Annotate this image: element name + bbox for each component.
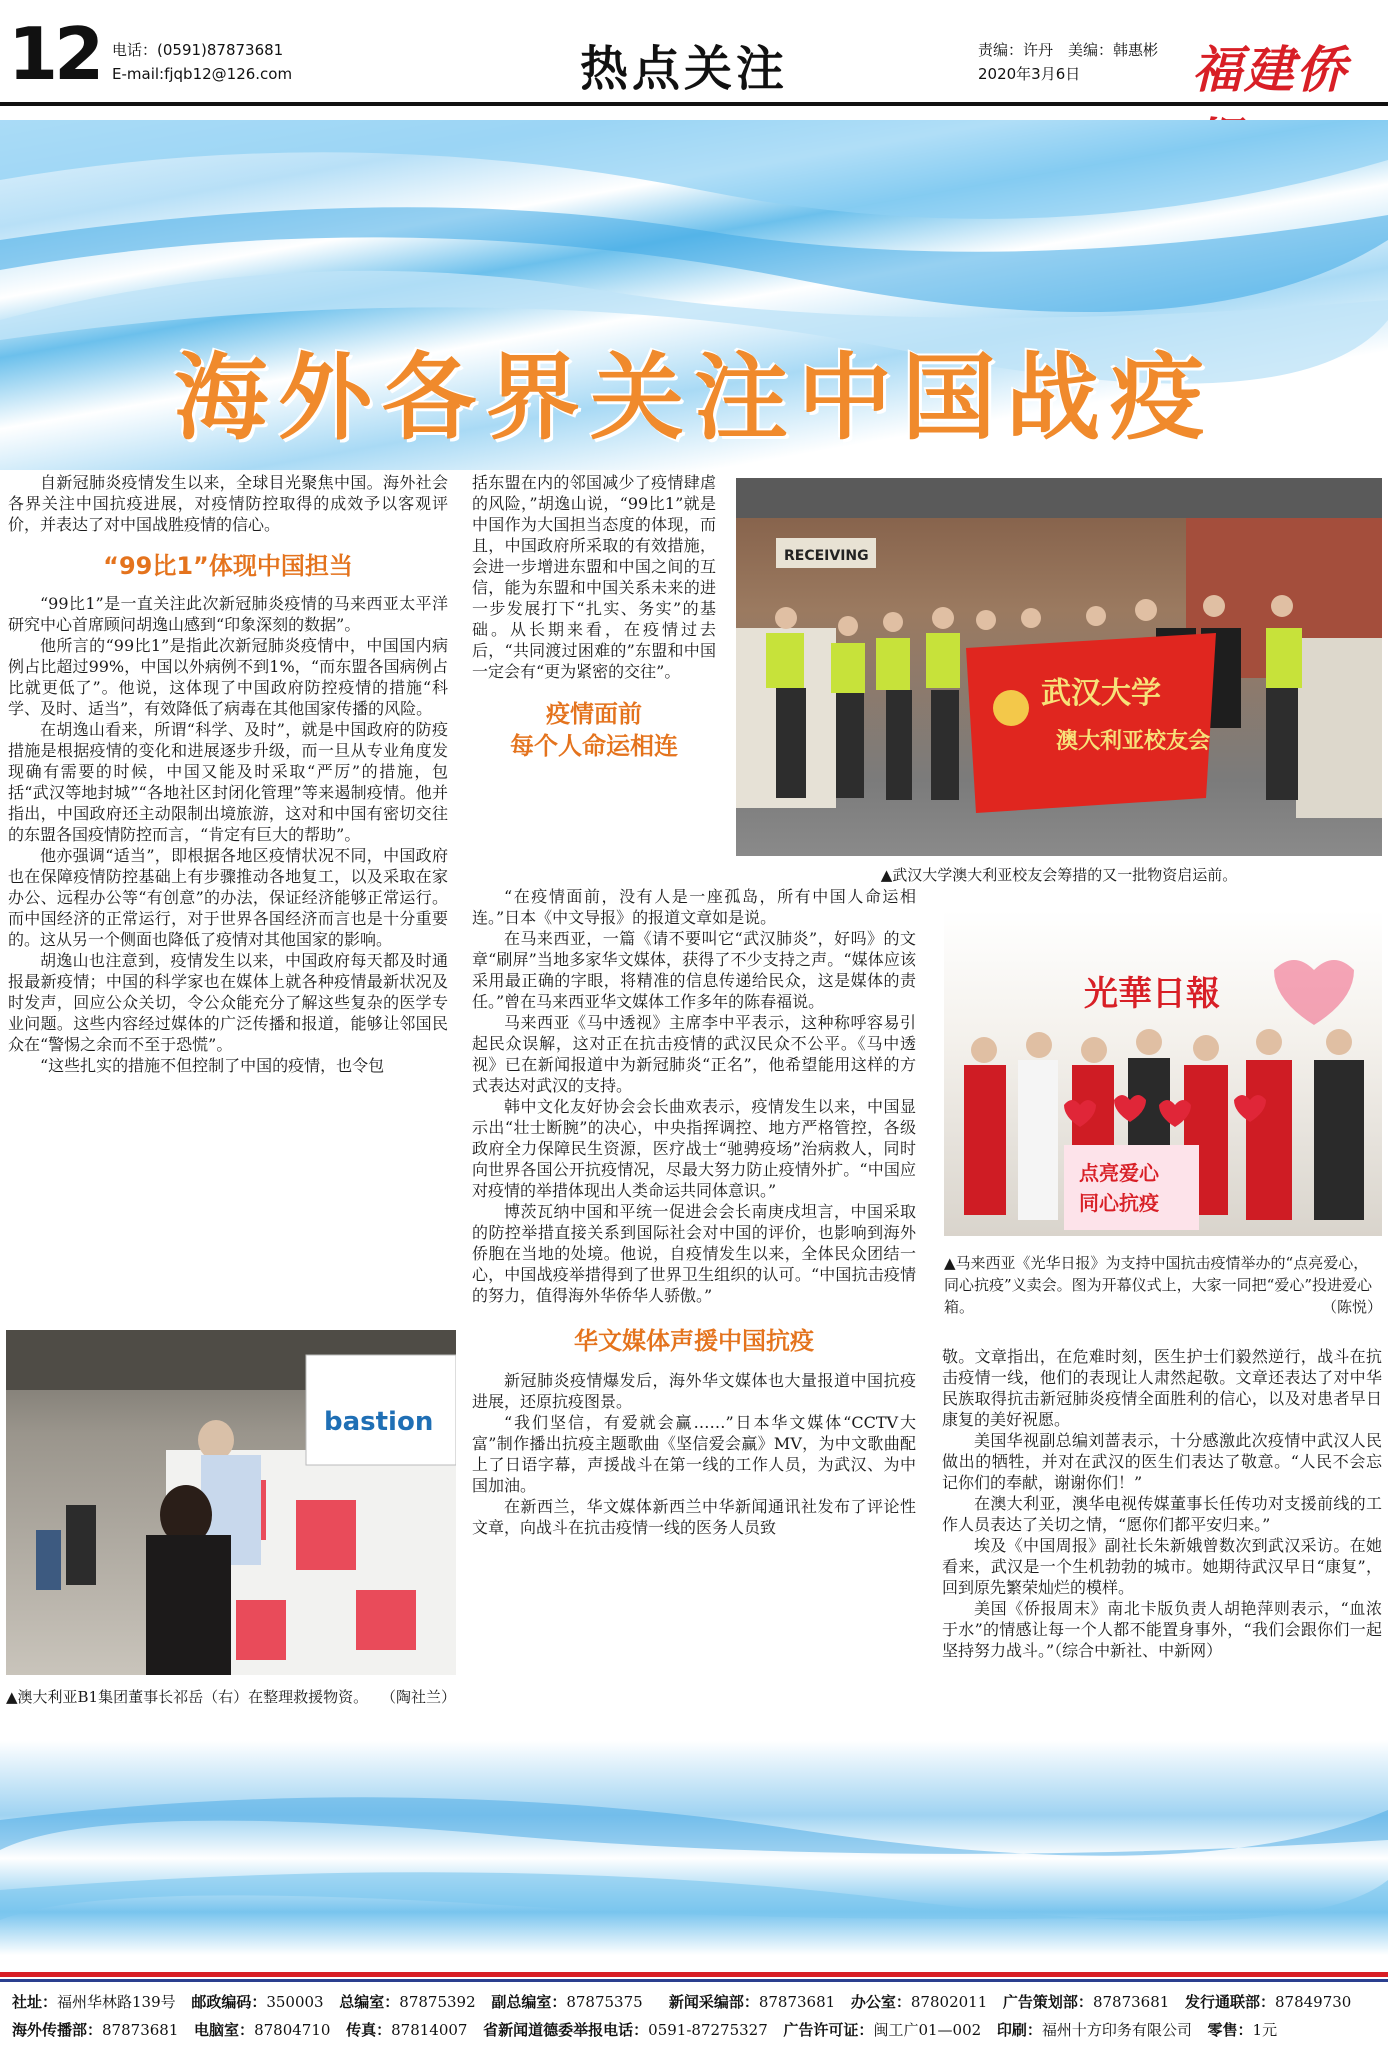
caption-malaysia: [944, 1252, 1382, 1318]
paragraph: 在新西兰，华文媒体新西兰中华新闻通讯社发布了评论性文章，向战斗在抗击疫情一线的医务人员致: [472, 1497, 916, 1537]
photo-wuhan-illustration: [736, 478, 1382, 856]
receiving-sign-text: RECEIVING: [784, 548, 869, 564]
footer-item: 邮政编码：350003: [191, 1993, 324, 2011]
headline: 海外各界关注中国战疫: [173, 343, 1214, 453]
photo-malaysia-charity: [944, 910, 1382, 1236]
caption-australia: [6, 1686, 456, 1708]
cake-text-line2: 同心抗疫: [1079, 1191, 1159, 1215]
banner-text-line1: 武汉大学: [1041, 676, 1161, 711]
paragraph: 胡逸山也注意到，疫情发生以来，中国政府每天都及时通报最新疫情；中国的科学家也在媒体上就各种疫情最新状况及时发声，回应公众关切，令公众能充分了解这些复杂的医学专业问题。这些内容经过媒体的广泛传播和报道，能够让邻国民众在“警惕之余而不至于恐慌”。: [8, 951, 448, 1054]
footer-item: 广告许可证：闽工广01—002: [783, 2021, 982, 2039]
footer-item: 总编室：87875392: [339, 1993, 476, 2011]
paragraph: 博茨瓦纳中国和平统一促进会会长南庚戌坦言，中国采取的防控举措直接关系到国际社会对中国的评价，也影响到海外侨胞在当地的处境。他说，自疫情发生以来，全体民众团结一心，中国战疫举措得到了世界卫生组织的认可。“中国抗击疫情的努力，值得海外华侨华人骄傲。”: [472, 1202, 916, 1305]
paragraph: 埃及《中国周报》副社长朱新娥曾数次到武汉采访。在她看来，武汉是一个生机勃勃的城市。她期待武汉早日“康复”，回到原先繁荣灿烂的模样。: [942, 1536, 1382, 1597]
bottom-wave-decoration: [0, 1740, 1388, 1955]
footer-item: 零售：1元: [1207, 2021, 1278, 2039]
cake-text-line1: 点亮爱心: [1079, 1161, 1159, 1185]
article-column-4: [942, 1346, 1382, 1661]
photo-australia-b1: [6, 1330, 456, 1675]
paragraph: “在疫情面前，没有人是一座孤岛，所有中国人命运相连。”日本《中文导报》的报道文章如是说。: [472, 887, 916, 927]
article-column-1: [8, 472, 448, 1076]
subheading-99-to-1: “99比1”体现中国担当: [103, 552, 353, 580]
header-divider: [0, 102, 1388, 106]
footer-item: 副总编室：87875375: [491, 1993, 643, 2011]
paragraph: 在澳大利亚，澳华电视传媒董事长任传功对支援前线的工作人员表达了关切之情，“愿你们都平安归来。”: [942, 1494, 1382, 1534]
article-column-2: [472, 472, 716, 762]
footer-divider-red: [0, 1972, 1388, 1977]
footer-line-2: [12, 2016, 1382, 2044]
footer-item: 广告策划部：87873681: [1002, 1993, 1170, 2011]
email-text: E-mail:fjqb12@126.com: [112, 65, 293, 83]
subheading-chinese-media: 华文媒体声援中国抗疫: [574, 1327, 814, 1355]
banner-text-line2: 澳大利亚校友会: [1056, 729, 1211, 754]
footer-item: 省新闻道德委举报电话：0591-87275327: [483, 2021, 768, 2039]
paragraph: “这些扎实的措施不但控制了中国的疫情，也令包: [40, 1056, 385, 1075]
paragraph: 马来西亚《马中透视》主席李中平表示，这种称呼容易引起民众误解，这对正在抗击疫情的武汉民众不公平。《马中透视》已在新闻报道中为新冠肺炎“正名”，他希望能用这样的方式表达对武汉的支持。: [472, 1013, 916, 1095]
paragraph: 敬。文章指出，在危难时刻，医生护士们毅然逆行，战斗在抗击疫情一线，他们的表现让人肃然起敬。文章还表达了对中华民族取得抗击新冠肺炎疫情全面胜利的信心，以及对患者早日康复的美好祝愿。: [942, 1347, 1382, 1429]
footer-item: 电脑室：87804710: [194, 2021, 331, 2039]
paragraph: 韩中文化友好协会会长曲欢表示，疫情发生以来，中国显示出“壮士断腕”的决心，中央指挥调控、地方严格管控，各级政府全力保障民生资源，医疗战士“驰骋疫场”治病救人，同时向世界各国公开抗疫情况，尽最大努力防止疫情外扩。“中国应对疫情的举措体现出人类命运共同体意识。”: [472, 1097, 916, 1200]
caption-text: ▲马来西亚《光华日报》为支持中国抗击疫情举办的“点亮爱心，同心抗疫”义卖会。图为开幕仪式上，大家一同把“爱心”投进爱心箱。: [944, 1254, 1373, 1316]
footer-imprint: [12, 1988, 1382, 2044]
sign-text: 光華日報: [1084, 974, 1220, 1014]
page-number: 12: [8, 12, 101, 96]
subheading-fate-line1: 疫情面前: [546, 700, 642, 728]
caption-wuhan: ▲武汉大学澳大利亚校友会筹措的又一批物资启运前。: [880, 866, 1238, 884]
footer-item: 新闻采编部：87873681: [668, 1993, 836, 2011]
footer-item: 传真：87814007: [346, 2021, 468, 2039]
footer-item: 办公室：87802011: [850, 1993, 988, 2011]
photo-credit: （陈悦）: [1321, 1298, 1382, 1316]
paragraph: 美国《侨报周末》南北卡版负责人胡艳萍则表示，“血浓于水”的情感让每一个人都不能置身事外，“我们会跟你们一起坚持努力战斗。”（综合中新社、中新网）: [942, 1599, 1382, 1660]
footer-divider-blue: [0, 1979, 1388, 1982]
paragraph: “99比1”是一直关注此次新冠肺炎疫情的马来西亚太平洋研究中心首席顾问胡逸山感到“印象深刻的数据”。: [8, 594, 448, 634]
contact-info: [112, 38, 292, 86]
paragraph: 新冠肺炎疫情爆发后，海外华文媒体也大量报道中国抗疫进展，还原抗疫图景。: [472, 1371, 916, 1411]
photo-australia-illustration: [6, 1330, 456, 1675]
paragraph: 在马来西亚，一篇《请不要叫它“武汉肺炎”，好吗》的文章“刷屏”当地多家华文媒体，获得了不少支持之声。“媒体应该采用最正确的字眼，将精准的信息传递给民众，这是媒体的责任。”曾在马来西亚华文媒体工作多年的陈春福说。: [472, 929, 916, 1011]
box-brand-text: bastion: [324, 1407, 434, 1437]
paper-logo: 福建侨: [1192, 40, 1348, 99]
intro-paragraph: 自新冠肺炎疫情发生以来，全球目光聚焦中国。海外社会各界关注中国抗疫进展，对疫情防控取得的成效予以客观评价，并表达了对中国战胜疫情的信心。: [8, 473, 448, 534]
section-title: 热点关注: [580, 41, 789, 97]
footer-line-1: [12, 1988, 1382, 2016]
masthead: [0, 0, 1388, 110]
subheading-fate-line2: 每个人命运相连: [510, 732, 678, 760]
paragraph: 在胡逸山看来，所谓“科学、及时”，就是中国政府的防疫措施是根据疫情的变化和进展逐步升级，而一旦从专业角度发现确有需要的时候，中国又能及时采取“严厉”的措施，包括“武汉等地封城”“各地社区封闭化管理”等来遏制疫情。他并指出，中国政府还主动限制出境旅游，这对和中国有密切交往的东盟各国疫情防控而言，“肯定有巨大的帮助”。: [8, 720, 448, 844]
paragraph: 美国华视副总编刘蔷表示，十分感激此次疫情中武汉人民做出的牺牲，并对在武汉的医生们表达了敬意。“人民不会忘记你们的奉献，谢谢你们！”: [942, 1431, 1382, 1492]
editor-info: [978, 38, 1158, 86]
article-column-3: [472, 886, 916, 1538]
footer-item: 印刷：福州十方印务有限公司: [996, 2021, 1192, 2039]
phone-text: 电话：(0591)87873681: [112, 41, 284, 59]
date-text: 2020年3月6日: [978, 65, 1081, 83]
photo-malaysia-illustration: [944, 910, 1382, 1236]
editors-text: 责编：许丹 美编：韩惠彬: [978, 41, 1159, 59]
photo-wuhan-alumni: [736, 478, 1382, 856]
footer-item: 社址：福州华林路139号: [12, 1993, 176, 2011]
photo-credit: （陶社兰）: [380, 1688, 456, 1706]
paragraph: “我们坚信，有爱就会赢……”日本华文媒体“CCTV大富”制作播出抗疫主题歌曲《坚信爱会赢》MV，为中文歌曲配上了日语字幕，声援战斗在第一线的工作人员，为武汉、为中国加油。: [472, 1413, 916, 1495]
footer-item: 发行通联部：87849730: [1184, 1993, 1352, 2011]
caption-text: ▲澳大利亚B1集团董事长祁岳（右）在整理救援物资。: [6, 1688, 369, 1706]
paragraph: 他所言的“99比1”是指此次新冠肺炎疫情中，中国国内病例占比超过99%，中国以外病例不到1%，“而东盟各国病例占比就更低了”。他说，这体现了中国政府防控疫情的措施“科学、及时、适当”，有效降低了病毒在其他国家传播的风险。: [8, 636, 448, 718]
footer-item: 海外传播部：87873681: [12, 2021, 179, 2039]
paragraph: 他亦强调“适当”，即根据各地区疫情状况不同，中国政府也在保障疫情防控基础上有步骤推动各地复工，以及采取在家办公、远程办公等“有创意”的办法，保证经济能够正常运行。而中国经济的正常运行，对于世界各国经济而言也是十分重要的。这从另一个侧面也降低了疫情对其他国家的影响。: [8, 846, 448, 949]
bottom-wave-band: [0, 1740, 1388, 1955]
paragraph: 括东盟在内的邻国减少了疫情肆虐的风险，”胡逸山说，“99比1”就是中国作为大国担当态度的体现，而且，中国政府所采取的有效措施，会进一步增进东盟和中国之间的互信，能为东盟和中国关系未来的进一步发展打下“扎实、务实”的基础。从长期来看，在疫情过去后，“共同渡过困难的”东盟和中国一定会有“更为紧密的交往”。: [472, 473, 716, 681]
